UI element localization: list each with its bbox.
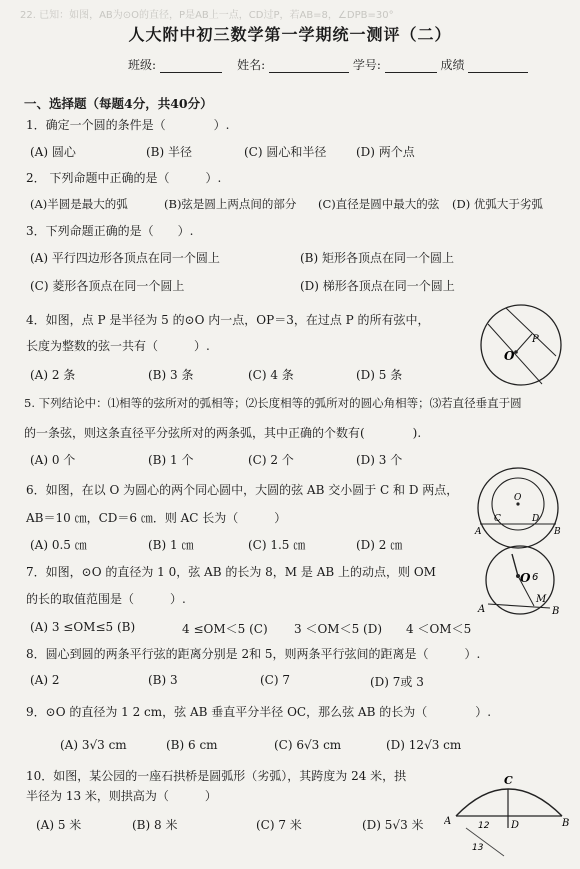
- q8-option-b[interactable]: (B) 3: [148, 673, 178, 687]
- question-7-line2: 的长的取值范围是（ ）.: [26, 592, 186, 606]
- fig10-label-a: A: [444, 816, 452, 827]
- question-10: 10．如图，某公园的一座石拱桥是圆弧形（劣弧），其跨度为 24 米，拱: [26, 769, 407, 783]
- q10-option-b[interactable]: (B) 8 米: [132, 818, 178, 832]
- q1-option-c[interactable]: (C) 圆心和半径: [244, 145, 327, 159]
- q10-option-c[interactable]: (C) 7 米: [256, 818, 302, 832]
- q1-option-b[interactable]: (B) 半径: [146, 145, 192, 159]
- q4-option-c[interactable]: (C) 4 条: [248, 368, 294, 382]
- bleed-through-text: 22. 已知：如图，AB为⊙O的直径，P是AB上一点，CD过P，若AB=8，∠DPB=30°: [20, 10, 394, 21]
- q4-option-b[interactable]: (B) 3 条: [148, 368, 194, 382]
- fig7-label-b: B: [552, 606, 560, 617]
- fig7-label-o: O: [520, 571, 531, 585]
- question-6: 6．如图，在以 O 为圆心的两个同心圆中，大圆的弦 AB 交小圆于 C 和 D 两点，: [26, 483, 459, 497]
- fig6-label-a: A: [475, 527, 482, 537]
- q6-option-a[interactable]: (A) 0.5 ㎝: [30, 538, 87, 552]
- q3-option-d[interactable]: (D) 梯形各顶点在同一个圆上: [300, 279, 455, 293]
- name-label: 姓名:: [237, 58, 266, 72]
- q8-option-d[interactable]: (D) 7或 3: [370, 675, 424, 689]
- q1-option-d[interactable]: (D) 两个点: [356, 145, 415, 159]
- question-4: 4．如图，点 P 是半径为 5 的⊙O 内一点，OP＝3，在过点 P 的所有弦中，: [26, 313, 430, 327]
- q9-option-b[interactable]: (B) 6 cm: [166, 738, 218, 752]
- figure-q10: [444, 758, 574, 866]
- q8-option-c[interactable]: (C) 7: [260, 673, 290, 687]
- class-label: 班级:: [128, 58, 157, 72]
- fig6-label-d: D: [532, 514, 540, 524]
- q7-option-d[interactable]: 4 ＜OM＜5: [406, 622, 472, 636]
- question-2: 2． 下列命题中正确的是（ ）.: [26, 171, 222, 185]
- score-field[interactable]: [468, 60, 528, 73]
- q5-option-c[interactable]: (C) 2 个: [248, 453, 294, 467]
- question-7: 7．如图，⊙O 的直径为 1 0，弦 AB 的长为 8，M 是 AB 上的动点，则 OM: [26, 565, 436, 579]
- question-6-line2: AB＝10 ㎝，CD＝6 ㎝．则 AC 长为（ ）: [26, 511, 287, 525]
- q2-option-c[interactable]: (C)直径是圆中最大的弦: [318, 197, 440, 211]
- q7-option-b[interactable]: 4 ≤OM＜5 (C): [182, 622, 268, 636]
- question-4-line2: 长度为整数的弦一共有（ ）.: [26, 339, 210, 353]
- fig7-label-a: A: [478, 604, 486, 615]
- fig10-label-b: B: [562, 818, 570, 829]
- question-10-line2: 半径为 13 米，则拱高为（ ）: [26, 789, 217, 803]
- q4-option-a[interactable]: (A) 2 条: [30, 368, 76, 382]
- name-field[interactable]: [269, 60, 349, 73]
- q7-option-a[interactable]: (A) 3 ≤OM≤5 (B): [30, 620, 136, 634]
- fig4-label-o: O: [504, 349, 515, 363]
- q6-option-b[interactable]: (B) 1 ㎝: [148, 538, 194, 552]
- q8-option-a[interactable]: (A) 2: [30, 673, 60, 687]
- figure-q4: [476, 300, 566, 390]
- page-title: 人大附中初三数学第一学期统一测评（二）: [128, 25, 452, 44]
- q2-option-d[interactable]: (D) 优弧大于劣弧: [452, 197, 543, 211]
- q9-option-a[interactable]: (A) 3√3 cm: [60, 738, 127, 752]
- q10-option-d[interactable]: (D) 5√3 米: [362, 818, 424, 832]
- id-field[interactable]: [385, 60, 437, 73]
- q5-option-b[interactable]: (B) 1 个: [148, 453, 194, 467]
- q3-option-c[interactable]: (C) 菱形各顶点在同一个圆上: [30, 279, 185, 293]
- question-5-line2: 的一条弦，则这条直径平分弦所对的两条弧，其中正确的个数有( ).: [24, 426, 422, 440]
- score-label: 成绩: [440, 58, 465, 72]
- q6-option-c[interactable]: (C) 1.5 ㎝: [248, 538, 306, 552]
- fig4-label-p: P: [532, 334, 539, 345]
- section-heading: 一、选择题（每题4分，共40分）: [24, 96, 213, 111]
- q5-option-d[interactable]: (D) 3 个: [356, 453, 403, 467]
- class-field[interactable]: [160, 60, 222, 73]
- q6-option-d[interactable]: (D) 2 ㎝: [356, 538, 403, 552]
- fig10-label-c: C: [504, 774, 513, 787]
- q9-option-d[interactable]: (D) 12√3 cm: [386, 738, 462, 752]
- fig6-label-o: O: [514, 493, 522, 503]
- figure-q7: [474, 542, 564, 622]
- q2-option-b[interactable]: (B)弦是圆上两点间的部分: [164, 197, 297, 211]
- q2-option-a[interactable]: (A)半圆是最大的弧: [30, 197, 128, 211]
- q1-option-a[interactable]: (A) 圆心: [30, 145, 76, 159]
- question-1: 1．确定一个圆的条件是（ ）.: [26, 118, 230, 132]
- question-8: 8．圆心到圆的两条平行弦的距离分别是 2和 5，则两条平行弦间的距离是（ ）.: [26, 647, 481, 661]
- fig10-label-d: D: [511, 820, 520, 831]
- fig7-label-6: 6: [532, 572, 539, 583]
- fig10-handwritten-12: 12: [478, 821, 490, 831]
- q3-option-b[interactable]: (B) 矩形各顶点在同一个圆上: [300, 251, 454, 265]
- fig6-label-b: B: [554, 527, 561, 537]
- question-9: 9．⊙O 的直径为 1 2 cm，弦 AB 垂直平分半径 OC，那么弦 AB 的长为（ ）.: [26, 705, 492, 719]
- fig6-label-c: C: [494, 514, 501, 524]
- q7-option-c[interactable]: 3 ＜OM＜5 (D): [294, 622, 383, 636]
- q5-option-a[interactable]: (A) 0 个: [30, 453, 76, 467]
- q10-option-a[interactable]: (A) 5 米: [36, 818, 82, 832]
- q9-option-c[interactable]: (C) 6√3 cm: [274, 738, 342, 752]
- question-5: 5. 下列结论中：⑴相等的弦所对的弧相等；⑵长度相等的弧所对的圆心角相等；⑶若直径垂直于圆: [24, 396, 522, 410]
- question-3: 3．下列命题正确的是（ ）.: [26, 224, 194, 238]
- student-info-row: [128, 56, 528, 73]
- fig7-label-m: M: [536, 594, 547, 605]
- id-label: 学号:: [352, 58, 381, 72]
- q4-option-d[interactable]: (D) 5 条: [356, 368, 403, 382]
- fig10-handwritten-13: 13: [472, 843, 484, 853]
- q3-option-a[interactable]: (A) 平行四边形各顶点在同一个圆上: [30, 251, 220, 265]
